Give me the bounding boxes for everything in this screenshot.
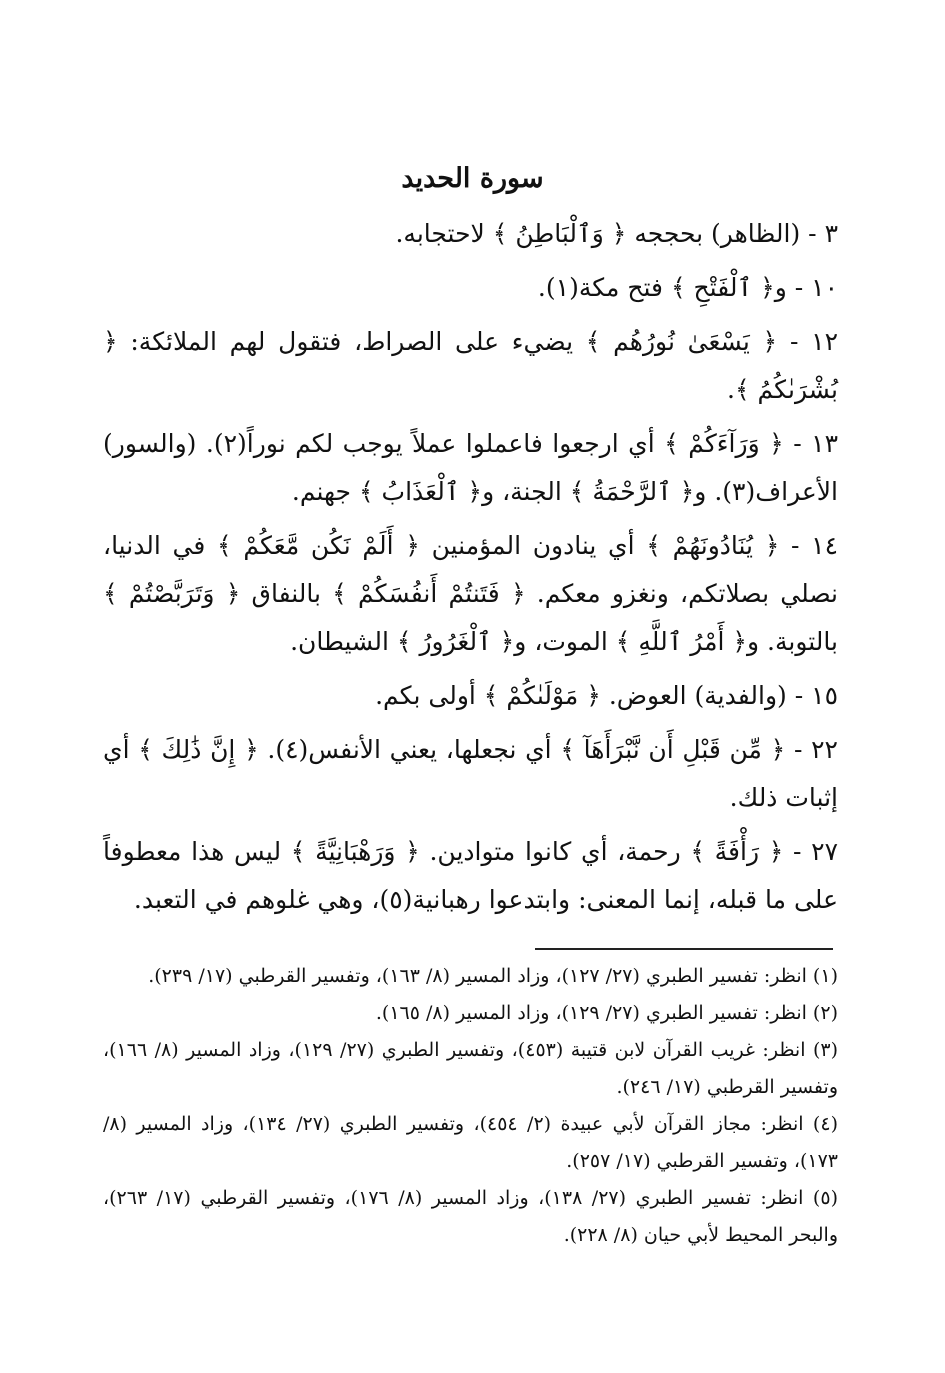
footnote-1: (١) انظر: تفسير الطبري (٢٧/ ١٢٧)، وزاد المسير (٨/ ١٦٣)، وتفسير القرطبي (١٧/ ٢٣٩). xyxy=(148,965,838,987)
footnotes xyxy=(103,958,838,1254)
paragraph-verse-15: ١٥ - (والفدية) العوض. ﴿ مَوْلَىٰكُمْ ﴾ أولى بكم. xyxy=(375,681,838,710)
footnote-4: (٤) انظر: مجاز القرآن لأبي عبيدة (٢/ ٤٥٤)، وتفسير الطبري (٢٧/ ١٣٤)، وزاد المسير (٨/ ١٧٣)، وتفسير القرطبي (١٧/ ٢٥٧). xyxy=(103,1113,838,1172)
paragraph-verse-14: ١٤ - ﴿ يُنَادُونَهُمْ ﴾ أي ينادون المؤمنين ﴿ أَلَمْ نَكُن مَّعَكُمْ ﴾ في الدنيا، نصلي بصلاتكم، ونغزو معكم. ﴿ فَتَنتُمْ أَنفُسَكُمْ ﴾ بالنفاق ﴿ وَتَرَبَّصْتُمْ ﴾ بالتوبة. و﴿ أَمْرُ ٱللَّهِ ﴾ الموت، و﴿ ٱلْغَرُورُ ﴾ الشيطان. xyxy=(103,531,838,656)
paragraph-verse-3: ٣ - (الظاهر) بحججه ﴿ وَٱلْبَاطِنُ ﴾ لاحتجابه. xyxy=(395,219,838,248)
paragraph-verse-27: ٢٧ - ﴿ رَأْفَةً ﴾ رحمة، أي كانوا متوادين. ﴿ وَرَهْبَانِيَّةً ﴾ ليس هذا معطوفاً على ما قبله، إنما المعنى: وابتدعوا رهبانية(٥)، وهي غلوهم في التعبد. xyxy=(103,837,838,914)
footnote-5: (٥) انظر: تفسير الطبري (٢٧/ ١٣٨)، وزاد المسير (٨/ ١٧٦)، وتفسير القرطبي (١٧/ ٢٦٣)، والبحر المحيط لأبي حيان (٨/ ٢٢٨). xyxy=(103,1187,838,1246)
footnote-divider xyxy=(535,948,833,950)
paragraph-verse-13: ١٣ - ﴿ وَرَآءَكُمْ ﴾ أي ارجعوا فاعملوا عملاً يوجب لكم نوراً(٢). (والسور) الأعراف(٣). و﴿ ٱلرَّحْمَةُ ﴾ الجنة، و﴿ ٱلْعَذَابُ ﴾ جهنم. xyxy=(103,429,838,506)
paragraph-verse-10: ١٠ - و﴿ ٱلْفَتْحِ ﴾ فتح مكة(١). xyxy=(537,273,838,302)
page-title: سورة الحديد xyxy=(401,163,544,194)
paragraph-verse-22: ٢٢ - ﴿ مِّن قَبْلِ أَن نَّبْرَأَهَآ ﴾ أي نجعلها، يعني الأنفس(٤). ﴿ إِنَّ ذَٰلِكَ ﴾ أي إثبات ذلك. xyxy=(103,735,838,812)
footnote-3: (٣) انظر: غريب القرآن لابن قتيبة (٤٥٣)، وتفسير الطبري (٢٧/ ١٢٩)، وزاد المسير (٨/ ١٦٦)، وتفسير القرطبي (١٧/ ٢٤٦). xyxy=(103,1039,838,1098)
paragraph-verse-12: ١٢ - ﴿ يَسْعَىٰ نُورُهُم ﴾ يضيء على الصراط، فتقول لهم الملائكة: ﴿ بُشْرَىٰكُمُ ﴾. xyxy=(103,327,838,404)
footnote-2: (٢) انظر: تفسير الطبري (٢٧/ ١٢٩)، وزاد المسير (٨/ ١٦٥). xyxy=(375,1002,838,1024)
commentary-body xyxy=(103,210,838,930)
